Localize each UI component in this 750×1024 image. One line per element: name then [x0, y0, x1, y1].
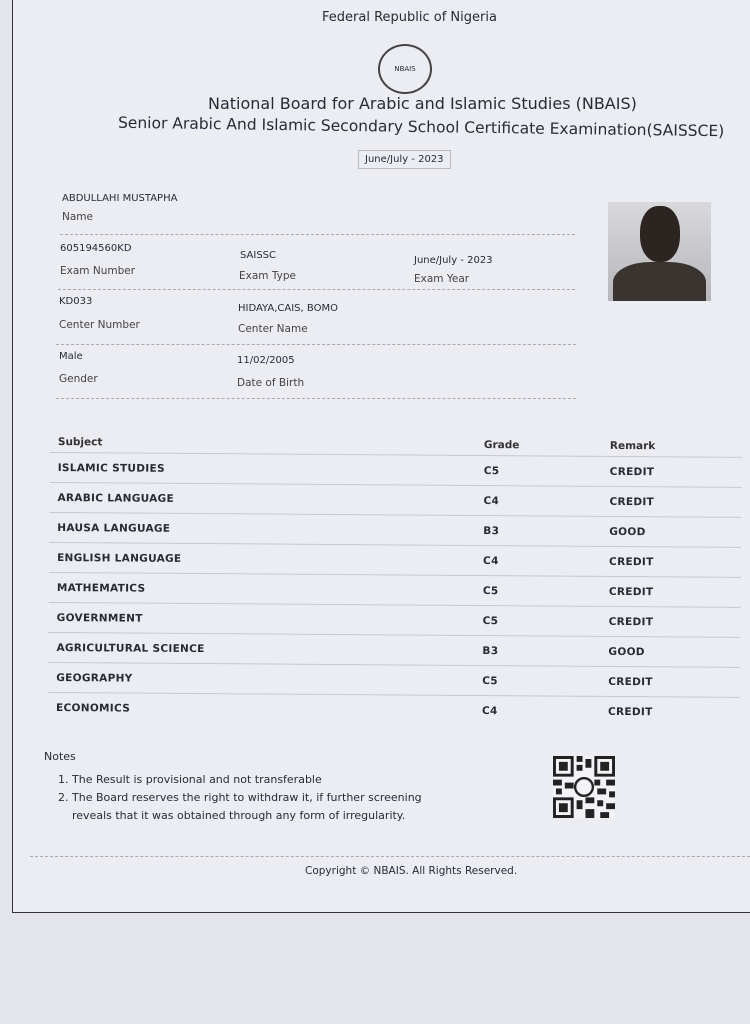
remark-cell: CREDIT — [601, 486, 741, 517]
result-row — [49, 602, 741, 637]
subject-cell: ECONOMICS — [48, 692, 474, 724]
exam-number-label: Exam Number — [60, 265, 136, 277]
board-title: National Board for Arabic and Islamic Studies (NBAIS) — [208, 94, 637, 113]
grade-cell: C5 — [475, 605, 601, 636]
subject-cell: HAUSA LANGUAGE — [49, 512, 475, 545]
divider — [58, 289, 575, 290]
result-row — [49, 482, 741, 517]
exam-year-value: June/July - 2023 — [414, 255, 493, 266]
subject-cell: GOVERNMENT — [49, 602, 475, 635]
exam-number-value: 605194560KD — [60, 243, 132, 254]
result-row — [48, 632, 740, 667]
seal-text: NBAIS — [394, 65, 416, 73]
grade-cell: B3 — [475, 515, 601, 546]
result-row — [50, 452, 742, 487]
center-number-label: Center Number — [59, 319, 140, 331]
subject-cell: MATHEMATICS — [49, 572, 475, 605]
remark-header: Remark — [609, 439, 656, 453]
grade-cell: C4 — [474, 695, 600, 725]
grade-cell: C4 — [475, 545, 601, 576]
subject-cell: AGRICULTURAL SCIENCE — [48, 632, 474, 665]
divider — [56, 344, 576, 345]
remark-cell: CREDIT — [600, 696, 740, 726]
exam-title: Senior Arabic And Islamic Secondary School Certificate Examination(SAISSCE) — [117, 113, 725, 141]
center-name-label: Center Name — [238, 323, 308, 335]
center-number-value: KD033 — [59, 296, 93, 307]
country-title: Federal Republic of Nigeria — [322, 10, 497, 25]
subject-header: Subject — [57, 436, 103, 449]
result-row — [48, 662, 740, 697]
subject-cell: GEOGRAPHY — [48, 662, 474, 695]
result-row — [48, 692, 740, 726]
copyright-text: Copyright © NBAIS. All Rights Reserved. — [305, 865, 518, 877]
exam-year-label: Exam Year — [414, 273, 470, 285]
grade-cell: C5 — [476, 455, 602, 486]
name-value: ABDULLAHI MUSTAPHA — [62, 193, 178, 204]
result-row — [49, 542, 741, 577]
note-item: 2. The Board reserves the right to withdraw it, if further screening reveals that it was obtained through any form of irregularity. — [72, 789, 432, 825]
name-label: Name — [62, 211, 93, 223]
remark-cell: GOOD — [600, 636, 740, 667]
grade-cell: B3 — [474, 635, 600, 666]
exam-type-label: Exam Type — [239, 270, 296, 282]
remark-cell: CREDIT — [602, 456, 742, 487]
remark-cell: CREDIT — [600, 666, 740, 697]
result-row — [49, 572, 741, 607]
exam-session: June/July - 2023 — [358, 150, 451, 169]
subject-cell: ARABIC LANGUAGE — [49, 482, 475, 515]
remark-cell: GOOD — [601, 516, 741, 547]
remark-cell: CREDIT — [601, 546, 741, 577]
dob-value: 11/02/2005 — [237, 355, 295, 366]
results-table — [48, 428, 742, 727]
footer-divider — [30, 856, 750, 857]
gender-value: Male — [59, 351, 83, 362]
remark-cell: CREDIT — [601, 606, 741, 637]
result-row — [49, 512, 741, 547]
divider — [56, 398, 576, 399]
grade-cell: C5 — [475, 575, 601, 606]
gender-label: Gender — [59, 373, 98, 385]
note-item: 1. The Result is provisional and not transferable — [72, 771, 432, 789]
verification-qr-code — [553, 756, 615, 818]
remark-cell: CREDIT — [601, 576, 741, 607]
grade-cell: C4 — [475, 485, 601, 516]
notes-section — [44, 750, 432, 825]
grade-header: Grade — [483, 439, 520, 452]
subject-cell: ISLAMIC STUDIES — [50, 452, 476, 485]
exam-type-value: SAISSC — [240, 250, 277, 261]
dob-label: Date of Birth — [237, 377, 305, 389]
candidate-photo — [608, 202, 711, 301]
notes-title: Notes — [44, 750, 76, 763]
nbais-seal-logo — [378, 44, 432, 94]
center-name-value: HIDAYA,CAIS, BOMO — [238, 303, 338, 314]
subject-cell: ENGLISH LANGUAGE — [49, 542, 475, 575]
divider — [60, 234, 575, 235]
grade-cell: C5 — [474, 665, 600, 696]
